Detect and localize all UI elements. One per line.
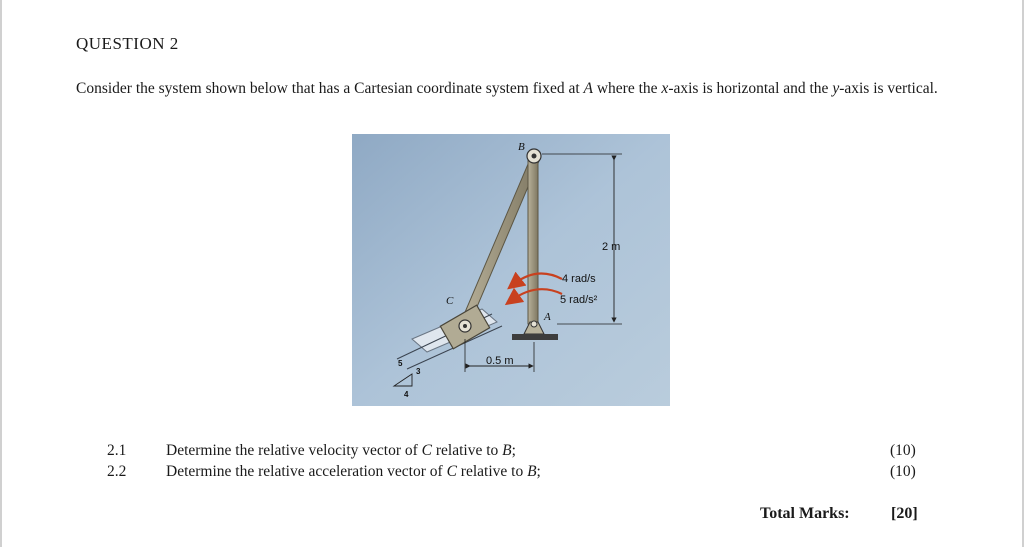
ground-a (512, 334, 558, 340)
question-heading: QUESTION 2 (76, 34, 179, 53)
pin-b-center (532, 154, 537, 159)
total-marks-value: [20] (891, 505, 918, 522)
intro-text: where the (592, 80, 662, 97)
text: ; (511, 442, 516, 459)
question-text (166, 463, 541, 481)
text: Determine the relative velocity vector of (166, 442, 422, 459)
point-label: C (421, 442, 432, 459)
slope-label: 5 (398, 359, 403, 368)
intro-text: -axis is vertical. (839, 80, 938, 97)
label-c: C (446, 295, 454, 307)
link-ab (528, 158, 538, 324)
dim-height-label: 2 m (602, 241, 621, 253)
pin-c-center (463, 324, 467, 328)
variable: y (832, 80, 840, 97)
question-marks: (10) (890, 442, 916, 459)
variable: x (661, 80, 669, 97)
intro-paragraph (76, 79, 956, 99)
question-number: 2.2 (107, 463, 127, 480)
total-marks-label: Total Marks: (760, 505, 850, 522)
slope-label: 4 (404, 390, 409, 399)
label-a: A (544, 311, 551, 323)
alpha-label: 5 rad/s² (560, 294, 598, 306)
omega-label: 4 rad/s (562, 273, 596, 285)
point-label: B (527, 463, 537, 480)
text: relative to (456, 463, 528, 480)
text: relative to (431, 442, 503, 459)
question-item (0, 463, 1024, 483)
point-label: C (446, 463, 457, 480)
point-label: B (502, 442, 512, 459)
intro-text: Consider the system shown below that has a Cartesian coordinate system fixed at (76, 80, 584, 97)
text: Determine the relative acceleration vector of (166, 463, 447, 480)
intro-text: -axis is horizontal and the (668, 80, 833, 97)
question-number: 2.1 (107, 442, 127, 459)
slope-label: 3 (416, 367, 421, 376)
label-b: B (518, 141, 525, 153)
question-item (0, 442, 1024, 462)
pin-a (531, 321, 537, 327)
text: ; (536, 463, 541, 480)
mechanism-figure (352, 134, 670, 406)
dim-width-label: 0.5 m (486, 355, 514, 367)
question-marks: (10) (890, 463, 916, 480)
point-label: A (583, 80, 593, 97)
question-text (166, 442, 516, 460)
